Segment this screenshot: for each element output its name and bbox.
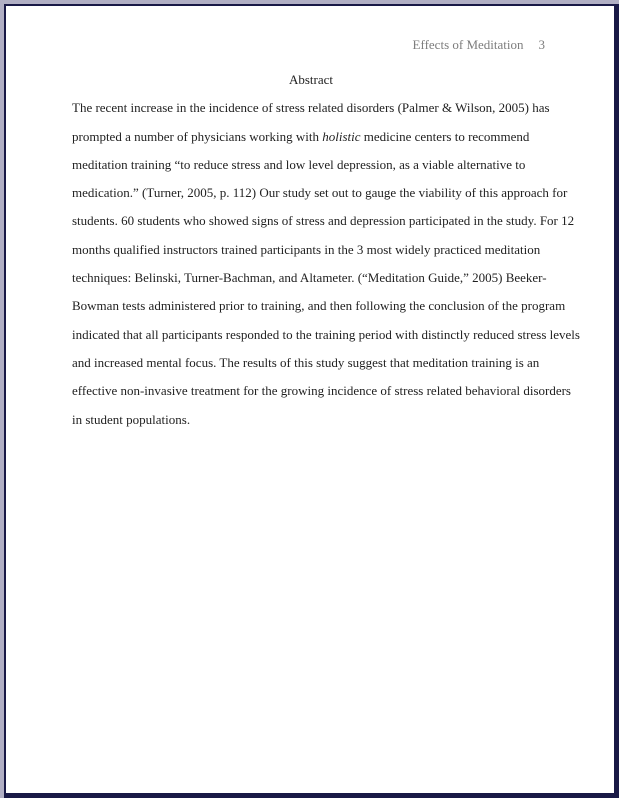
abstract-line xyxy=(72,377,571,405)
abstract-line xyxy=(72,179,568,207)
abstract-line xyxy=(72,264,550,292)
abstract-text: months qualified instructors trained participants in the 3 most widely practiced meditation xyxy=(72,241,541,257)
section-title: Abstract xyxy=(288,72,334,87)
abstract-line xyxy=(72,321,580,349)
abstract-text: techniques: Belinski, Turner-Bachman, and Altameter. (“Meditation Guide,” 2005) Beeker- xyxy=(72,270,547,286)
abstract-line xyxy=(72,236,550,264)
abstract-text: indicated that all participants responded to the training period with distinctly reduced stress levels xyxy=(72,326,580,342)
abstract-line xyxy=(72,406,550,434)
running-head-title: Effects of Meditation xyxy=(412,37,524,52)
abstract-text: The recent increase in the incidence of stress related disorders (Palmer & Wilson, 2005) has xyxy=(72,100,550,116)
abstract-text: and increased mental focus. The results of this study suggest that meditation training is an xyxy=(72,354,540,370)
abstract-text: Bowman tests administered prior to training, and then following the conclusion of the program xyxy=(72,298,566,314)
abstract-italic-text: holistic xyxy=(322,128,361,144)
abstract-line xyxy=(72,349,550,377)
abstract-text: in student populations. xyxy=(72,411,191,427)
abstract-paragraph[interactable] xyxy=(72,94,580,434)
abstract-text: effective non-invasive treatment for the growing incidence of stress related behavioral disorders xyxy=(72,383,571,399)
abstract-line xyxy=(72,123,550,151)
document-content[interactable] xyxy=(72,66,580,434)
abstract-text: meditation training “to reduce stress and low level depression, as a viable alternative to xyxy=(72,156,526,172)
abstract-line xyxy=(72,151,550,179)
document-page[interactable] xyxy=(4,4,619,798)
abstract-line xyxy=(72,207,575,235)
abstract-text: prompted a number of physicians working with xyxy=(72,128,323,144)
abstract-text: medication.” (Turner, 2005, p. 112) Our study set out to gauge the viability of this approach for xyxy=(72,185,568,201)
page-number: 3 xyxy=(538,37,545,52)
abstract-line xyxy=(72,94,550,122)
abstract-text: students. 60 students who showed signs of stress and depression participated in the study. For 12 xyxy=(72,213,575,229)
abstract-line xyxy=(72,292,566,320)
abstract-text: medicine centers to recommend xyxy=(360,128,530,144)
running-head xyxy=(413,37,545,53)
